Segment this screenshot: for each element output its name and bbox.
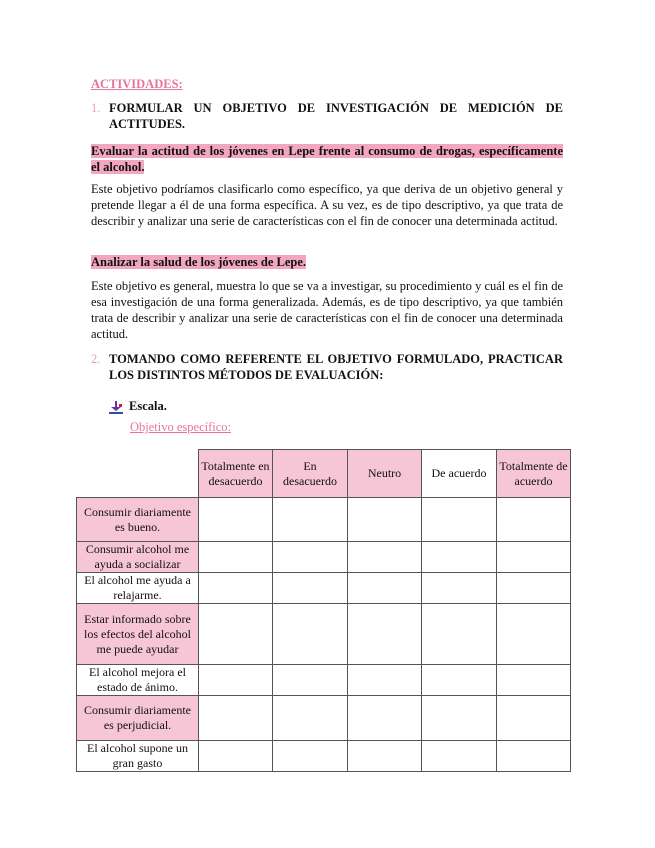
column-header: Totalmente en desacuerdo (199, 450, 273, 498)
row-label: El alcohol me ayuda a relajarme. (77, 573, 199, 604)
objective-1-text: Evaluar la actitud de los jóvenes en Lepe frente al consumo de drogas, específicamente el alcohol. (91, 144, 563, 174)
table-header-row (77, 450, 571, 498)
rating-cell[interactable] (273, 498, 348, 542)
table-row (77, 696, 571, 741)
rating-cell[interactable] (199, 498, 273, 542)
rating-cell[interactable] (199, 604, 273, 665)
row-label: Consumir diariamente es perjudicial. (77, 696, 199, 741)
rating-cell[interactable] (497, 498, 571, 542)
rating-cell[interactable] (199, 741, 273, 772)
rating-cell[interactable] (348, 696, 422, 741)
rating-cell[interactable] (497, 696, 571, 741)
rating-cell[interactable] (422, 741, 497, 772)
paragraph-2: Este objetivo es general, muestra lo que se va a investigar, su procedimiento y cuál es el fin de esa investigación de una forma generalizada. Además, es de tipo descriptivo, ya que también trata de describir y analizar una serie de características con el fin de conocer una determinada actitud. (91, 279, 563, 341)
rating-cell[interactable] (497, 542, 571, 573)
rating-cell[interactable] (497, 604, 571, 665)
row-label: El alcohol supone un gran gasto (77, 741, 199, 772)
rating-cell[interactable] (348, 498, 422, 542)
rating-cell[interactable] (497, 573, 571, 604)
table-row (77, 741, 571, 772)
row-label: Estar informado sobre los efectos del alcohol me puede ayudar (77, 604, 199, 665)
section-2-number: 2. (91, 352, 101, 366)
rating-cell[interactable] (497, 741, 571, 772)
rating-cell[interactable] (199, 665, 273, 696)
rating-cell[interactable] (348, 741, 422, 772)
table-row (77, 573, 571, 604)
rating-cell[interactable] (273, 696, 348, 741)
objective-2-text: Analizar la salud de los jóvenes de Lepe. (91, 255, 307, 269)
table-corner (77, 450, 199, 498)
rating-cell[interactable] (199, 696, 273, 741)
table-row (77, 665, 571, 696)
section-2-title: TOMANDO COMO REFERENTE EL OBJETIVO FORMULADO, PRACTICAR LOS DISTINTOS MÉTODOS DE EVALUACIÓN: (109, 352, 563, 382)
rating-cell[interactable] (199, 542, 273, 573)
section-1-title: FORMULAR UN OBJETIVO DE INVESTIGACIÓN DE MEDICIÓN DE ACTITUDES. (109, 101, 563, 131)
rating-cell[interactable] (422, 542, 497, 573)
section-1-number: 1. (91, 101, 101, 115)
rating-cell[interactable] (273, 573, 348, 604)
rating-cell[interactable] (273, 741, 348, 772)
rating-cell[interactable] (422, 665, 497, 696)
column-header: De acuerdo (422, 450, 497, 498)
table-row (77, 542, 571, 573)
row-label: El alcohol mejora el estado de ánimo. (77, 665, 199, 696)
row-label: Consumir diariamente es bueno. (77, 498, 199, 542)
likert-scale-table (76, 449, 571, 772)
scale-bullet-label: Escala. (129, 399, 167, 413)
rating-cell[interactable] (273, 542, 348, 573)
objective-1 (91, 143, 563, 175)
rating-cell[interactable] (348, 604, 422, 665)
rating-cell[interactable] (422, 696, 497, 741)
scale-bullet (109, 399, 167, 414)
rating-cell[interactable] (348, 573, 422, 604)
arrow-bullet-icon (109, 400, 123, 414)
column-header: Totalmente de acuerdo (497, 450, 571, 498)
rating-cell[interactable] (348, 665, 422, 696)
rating-cell[interactable] (273, 665, 348, 696)
table-row (77, 498, 571, 542)
rating-cell[interactable] (273, 604, 348, 665)
specific-objective-subheading: Objetivo específico: (130, 420, 232, 434)
paragraph-1: Este objetivo podríamos clasificarlo como específico, ya que deriva de un objetivo general y pretende llegar a él de una forma específica. A su vez, es de tipo descriptivo, ya que trata de describir y analizar una serie de características con el fin de conocer una determinada actitud. (91, 182, 563, 228)
column-header: Neutro (348, 450, 422, 498)
rating-cell[interactable] (348, 542, 422, 573)
rating-cell[interactable] (422, 498, 497, 542)
rating-cell[interactable] (497, 665, 571, 696)
rating-cell[interactable] (422, 573, 497, 604)
table-row (77, 604, 571, 665)
column-header: En desacuerdo (273, 450, 348, 498)
row-label: Consumir alcohol me ayuda a socializar (77, 542, 199, 573)
rating-cell[interactable] (199, 573, 273, 604)
objective-2 (91, 254, 563, 270)
activities-heading: ACTIVIDADES: (91, 77, 183, 91)
rating-cell[interactable] (422, 604, 497, 665)
